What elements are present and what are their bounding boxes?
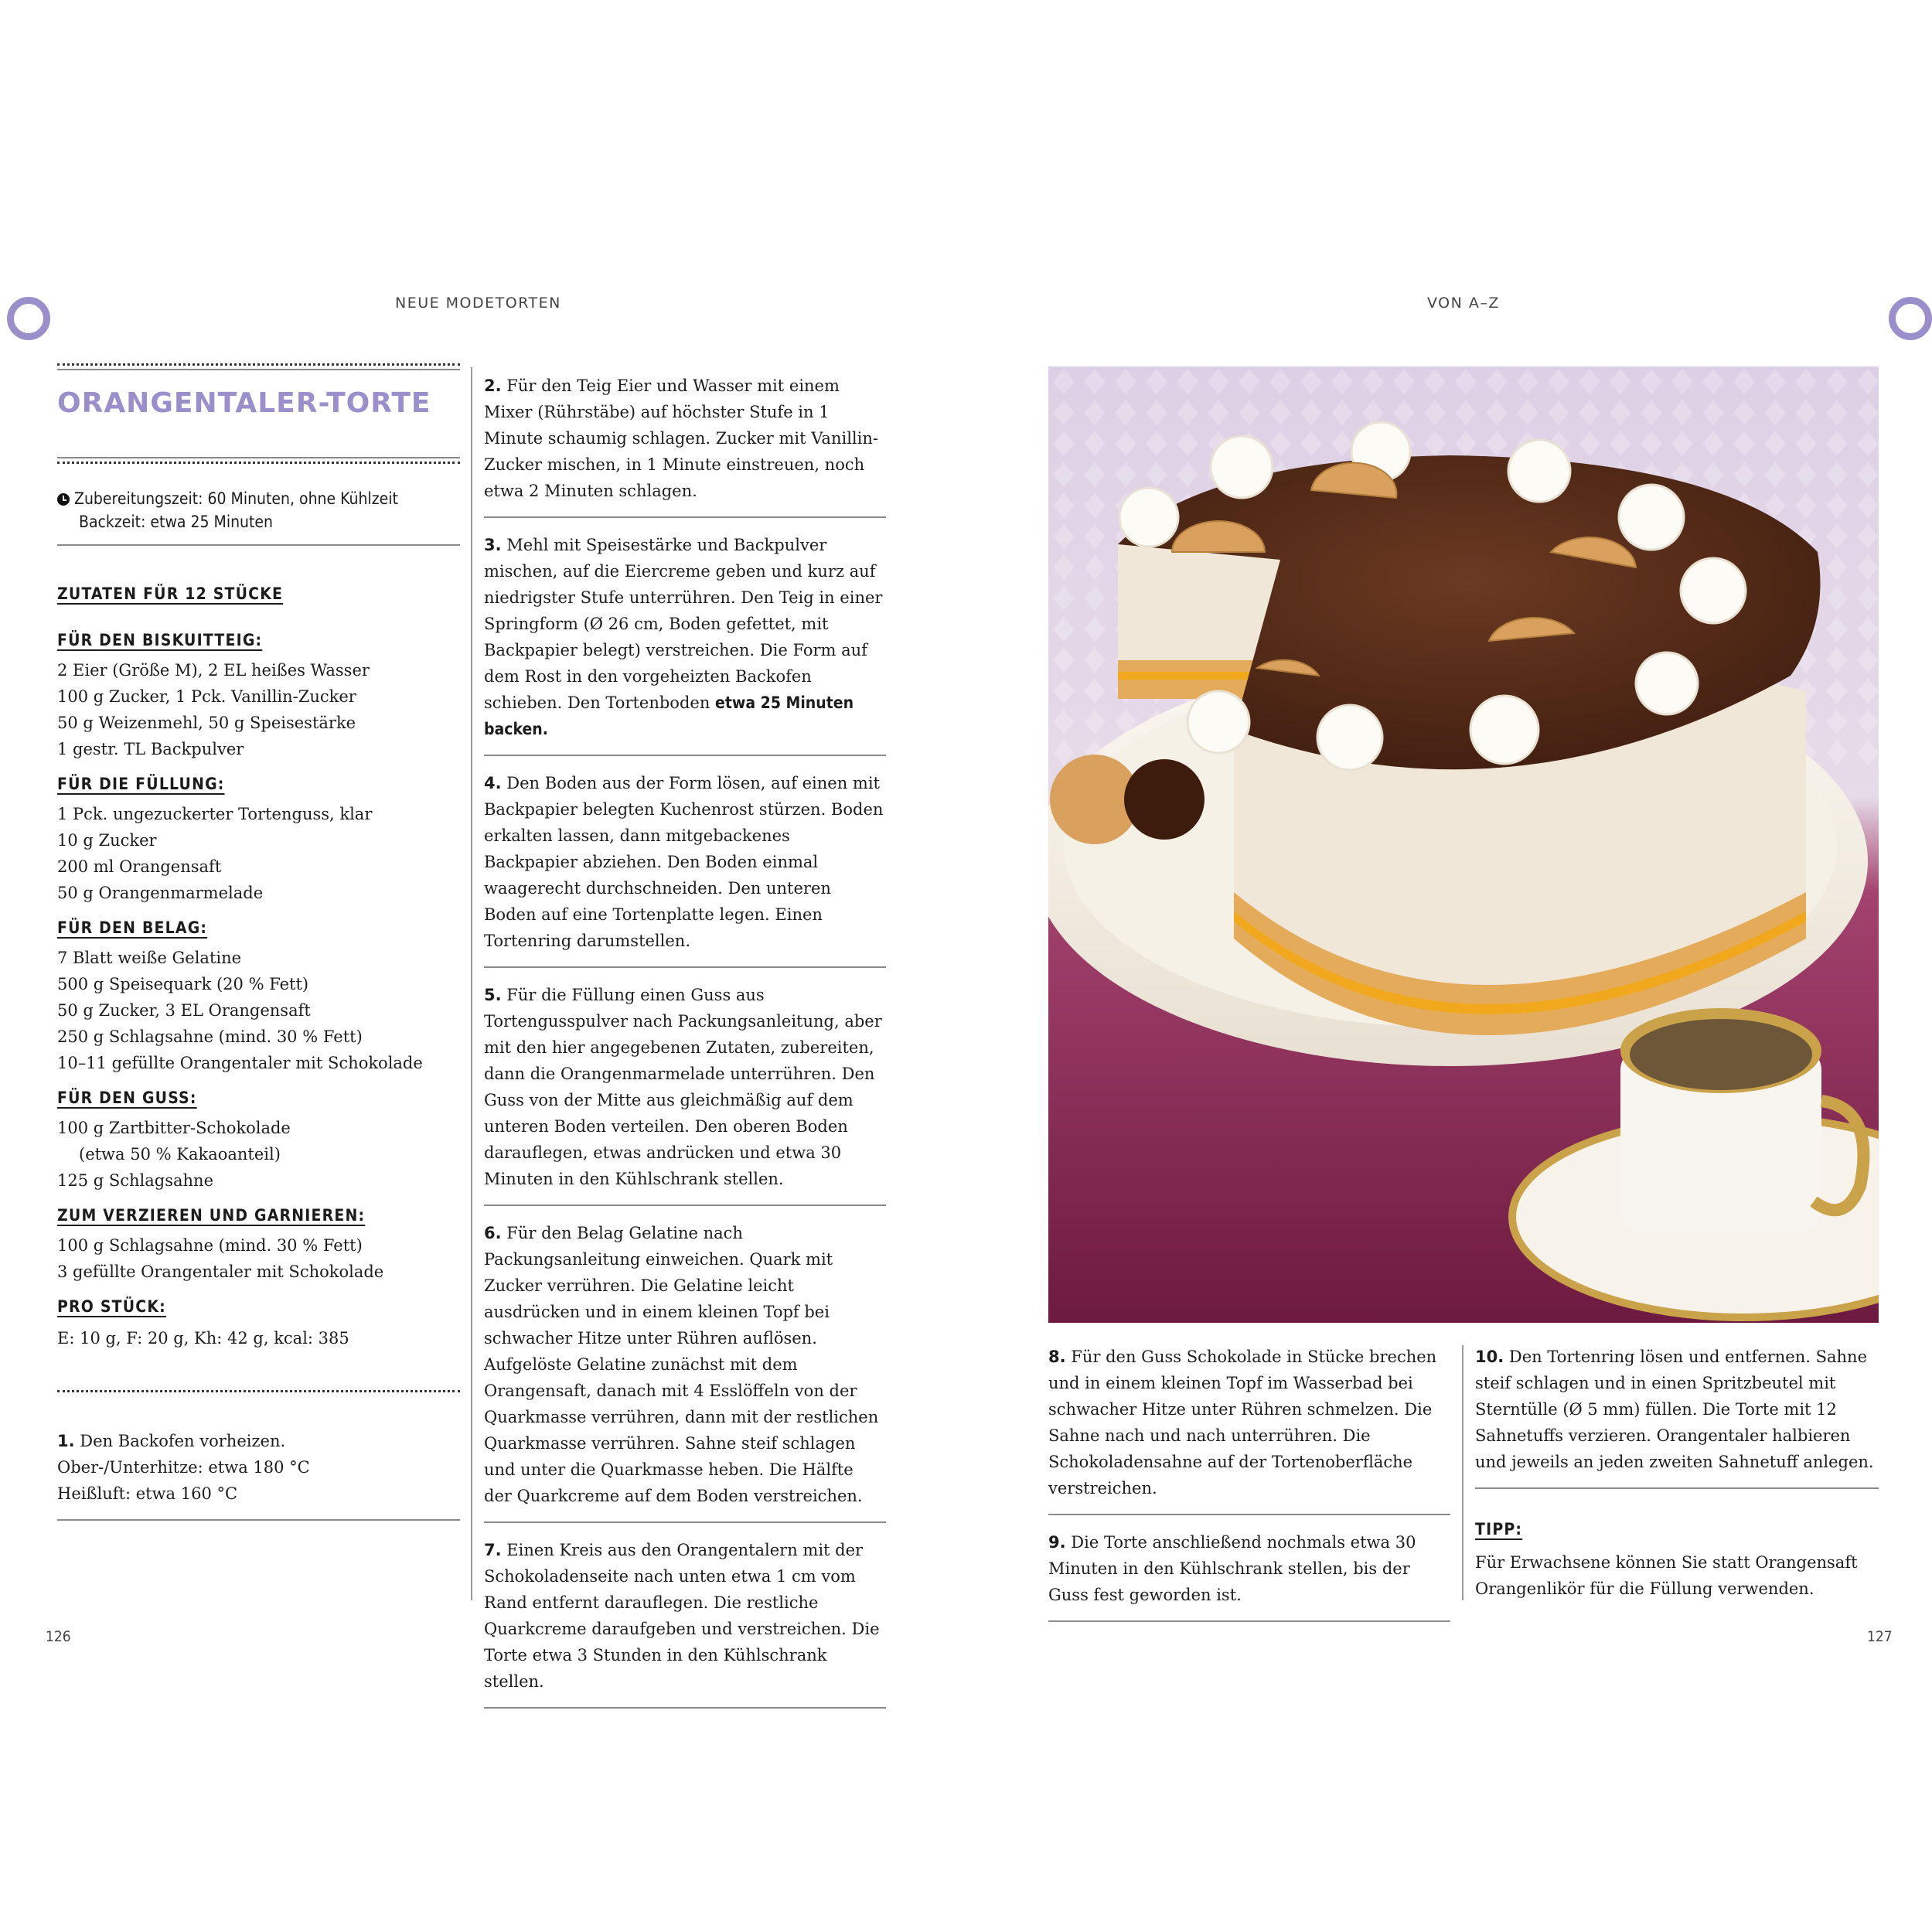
step-6: 6. Für den Belag Gelatine nach Packungsanleitung einweichen. Quark mit Zucker verrühren. Die Gelatine leicht ausdrücken und in einem kleinen Topf bei schwacher Hitze unter Rühren auflösen. Aufgelöste Gelatine zunächst mit dem Orangensaft, danach mit 4 Esslöffeln von der Quarkmasse verrühren, dann mit der restlichen Quarkmasse verrühren. Sahne steif schlagen und unter die Quarkmasse heben. Die Hälfte der Quarkcreme auf dem Boden verstreichen.	[484, 1224, 879, 1505]
steps-column-right-2	[1475, 1344, 1879, 1602]
step-number: 6	[484, 1224, 496, 1242]
ingredient-item: 50 g Zucker, 3 EL Orangensaft	[57, 1001, 311, 1020]
ingredient-item: 3 gefüllte Orangentaler mit Schokolade	[57, 1262, 384, 1281]
tip-text: Für Erwachsene können Sie statt Orangensaft Orangenlikör für die Füllung verwenden.	[1475, 1553, 1858, 1598]
step-text: Für den Teig Eier und Wasser mit einem Mixer (Rührstäbe) auf höchster Stufe in 1 Minute schaumig schlagen. Zucker mit Vanillin-Zucker mischen, in 1 Minute einstreuen, noch etwa 2 Minuten schlagen.	[484, 377, 878, 500]
rule	[484, 1707, 886, 1709]
cake-photo	[1048, 366, 1879, 1323]
step-number: 8	[1048, 1348, 1060, 1366]
ingredient-group	[57, 1089, 460, 1194]
ingredient-item: 10 g Zucker	[57, 831, 157, 850]
step-1: 1. Den Backofen vorheizen. Ober-/Unterhitze: etwa 180 °C Heißluft: etwa 160 °C	[57, 1428, 460, 1507]
rule	[484, 755, 886, 756]
left-margin-ring-icon	[7, 297, 50, 340]
yield-heading: ZUTATEN FÜR 12 STÜCKE	[57, 584, 284, 603]
column-divider	[1462, 1345, 1463, 1600]
column-divider	[471, 367, 472, 1600]
step-9: 9. Die Torte anschließend nochmals etwa 30 Minuten in den Kühlschrank stellen, bis der Guss fest geworden ist.	[1048, 1533, 1416, 1604]
ingredient-item: 7 Blatt weiße Gelatine	[57, 949, 242, 967]
ingredient-item: (etwa 50 % Kakaoanteil)	[79, 1145, 281, 1164]
ingredient-item: 50 g Orangenmarmelade	[57, 884, 264, 902]
left-page-number: 126	[46, 1628, 71, 1645]
rule	[484, 516, 886, 518]
rule	[57, 457, 460, 458]
step-text: Den Backofen vorheizen.	[80, 1432, 286, 1450]
group-heading: PRO STÜCK:	[57, 1297, 166, 1316]
group-heading: FÜR DEN BELAG:	[57, 918, 208, 937]
rule	[57, 544, 460, 546]
right-margin-ring-icon	[1889, 297, 1932, 340]
step-text: Den Tortenring lösen und entfernen. Sahne steif schlagen und in einen Spritzbeutel mit Sterntülle (Ø 5 mm) füllen. Die Torte mit 12 Sahnetuffs verzieren. Orangentaler halbieren und jeweils an jeden zweiten Sahnetuff anlegen.	[1475, 1348, 1874, 1471]
ingredient-group	[57, 1206, 460, 1285]
rule	[484, 1521, 886, 1523]
ingredients-column	[57, 363, 460, 1521]
ingredient-item: 200 ml Orangensaft	[57, 857, 222, 876]
step-3: 3. Mehl mit Speisestärke und Backpulver mischen, auf die Eiercreme geben und kurz auf niedrigster Stufe unterrühren. Den Teig in einer Springform (Ø 26 cm, Boden gefettet, mit Backpapier belegt) verstreichen. Die Form auf dem Rost in den vorgeheizten Backofen schieben. Den Tortenboden etwa 25 Minuten backen.	[484, 536, 883, 738]
dotted-rule	[57, 462, 460, 464]
clock-icon	[57, 493, 70, 506]
ingredient-item: 100 g Schlagsahne (mind. 30 % Fett)	[57, 1236, 363, 1255]
steps-column-right-1	[1048, 1344, 1450, 1636]
bake-time: Backzeit: etwa 25 Minuten	[79, 513, 274, 531]
oven-setting: Heißluft: etwa 160 °C	[57, 1484, 238, 1503]
ingredient-item: 500 g Speisequark (20 % Fett)	[57, 975, 309, 993]
step-text: Einen Kreis aus den Orangentalern mit der Schokoladenseite nach unten etwa 1 cm vom Rand entfernt darauflegen. Die restliche Quarkcreme daraufgeben und verstreichen. Die Torte etwa 3 Stunden in den Kühlschrank stellen.	[484, 1541, 880, 1691]
step-number: 4	[484, 774, 496, 792]
right-page-number: 127	[1867, 1628, 1893, 1645]
step-8: 8. Für den Guss Schokolade in Stücke brechen und in einem kleinen Topf im Wasserbad bei schwacher Hitze unter Rühren schmelzen. Die Sahne nach und nach unterrühren. Die Schokoladensahne auf der Tortenoberfläche verstreichen.	[1048, 1348, 1437, 1498]
ingredient-item: 10–11 gefüllte Orangentaler mit Schokolade	[57, 1054, 423, 1072]
step-2: 2. Für den Teig Eier und Wasser mit einem Mixer (Rührstäbe) auf höchster Stufe in 1 Minute schaumig schlagen. Zucker mit Vanillin-Zucker mischen, in 1 Minute einstreuen, noch etwa 2 Minuten schlagen.	[484, 377, 878, 500]
dotted-rule	[57, 1390, 460, 1392]
rule	[1048, 1514, 1450, 1515]
step-5: 5. Für die Füllung einen Guss aus Tortengusspulver nach Packungsanleitung, aber mit den hier angegebenen Zutaten, zubereiten, dann die Orangenmarmelade unterrühren. Den Guss von der Mitte aus gleichmäßig auf dem unteren Boden verteilen. Den oberen Boden darauflegen, etwas andrücken und etwa 30 Minuten in den Kühlschrank stellen.	[484, 986, 882, 1188]
ingredient-item: 1 Pck. ungezuckerter Tortenguss, klar	[57, 805, 373, 823]
ingredient-item: 250 g Schlagsahne (mind. 30 % Fett)	[57, 1027, 363, 1046]
step-emphasis: etwa 25 Minuten backen.	[484, 693, 854, 738]
ingredient-group	[57, 775, 460, 906]
prep-time: Zubereitungszeit: 60 Minuten, ohne Kühlzeit	[74, 489, 398, 508]
rule	[1048, 1620, 1450, 1622]
rule	[484, 1205, 886, 1206]
group-heading: ZUM VERZIEREN UND GARNIEREN:	[57, 1206, 366, 1225]
step-text: Den Boden aus der Form lösen, auf einen mit Backpapier belegten Kuchenrost stürzen. Boden erkalten lassen, dann mitgebackenes Backpapier abziehen. Den Boden einmal waagerecht durchschneiden. Den unteren Boden auf eine Tortenplatte legen. Einen Tortenring darumstellen.	[484, 774, 884, 950]
ingredient-item: 1 gestr. TL Backpulver	[57, 740, 244, 758]
step-number: 3	[484, 536, 496, 554]
step-number: 1	[57, 1432, 69, 1450]
step-number: 10	[1475, 1348, 1498, 1366]
step-text: Für die Füllung einen Guss aus Tortengusspulver nach Packungsanleitung, aber mit den hier angegebenen Zutaten, zubereiten, dann die Orangenmarmelade unterrühren. Den Guss von der Mitte aus gleichmäßig auf dem unteren Boden verteilen. Den oberen Boden darauflegen, etwas andrücken und etwa 30 Minuten in den Kühlschrank stellen.	[484, 986, 882, 1188]
nutrition-group	[57, 1297, 460, 1351]
group-heading: FÜR DIE FÜLLUNG:	[57, 775, 225, 793]
step-text: Für den Belag Gelatine nach Packungsanleitung einweichen. Quark mit Zucker verrühren. Die Gelatine leicht ausdrücken und in einem kleinen Topf bei schwacher Hitze unter Rühren auflösen. Aufgelöste Gelatine zunächst mit dem Orangensaft, danach mit 4 Esslöffeln von der Quarkmasse verrühren, dann mit der restlichen Quarkmasse verrühren. Sahne steif schlagen und unter die Quarkmasse heben. Die Hälfte der Quarkcreme auf dem Boden verstreichen.	[484, 1224, 879, 1505]
ingredient-item: 125 g Schlagsahne	[57, 1171, 214, 1190]
ingredient-item: 100 g Zartbitter-Schokolade	[57, 1119, 291, 1137]
step-7: 7. Einen Kreis aus den Orangentalern mit der Schokoladenseite nach unten etwa 1 cm vom Rand entfernt darauflegen. Die restliche Quarkcreme daraufgeben und verstreichen. Die Torte etwa 3 Stunden in den Kühlschrank stellen.	[484, 1541, 880, 1691]
ingredient-item: 50 g Weizenmehl, 50 g Speisestärke	[57, 714, 356, 732]
rule	[484, 966, 886, 968]
time-info	[57, 487, 460, 533]
step-number: 5	[484, 986, 496, 1004]
step-number: 9	[1048, 1533, 1060, 1552]
left-running-head: NEUE MODETORTEN	[395, 295, 561, 312]
ingredient-item: 100 g Zucker, 1 Pck. Vanillin-Zucker	[57, 687, 356, 706]
steps-column-left	[484, 373, 886, 1722]
ingredient-group	[57, 631, 460, 762]
rule	[57, 1519, 460, 1521]
step-number: 7	[484, 1541, 496, 1559]
step-text: Mehl mit Speisestärke und Backpulver mischen, auf die Eiercreme geben und kurz auf niedrigster Stufe unterrühren. Den Teig in einer Springform (Ø 26 cm, Boden gefettet, mit Backpapier belegt) verstreichen. Die Form auf dem Rost in den vorgeheizten Backofen schieben. Den Tortenboden	[484, 536, 883, 712]
nutrition-values: E: 10 g, F: 20 g, Kh: 42 g, kcal: 385	[57, 1329, 349, 1348]
right-running-head: VON A–Z	[1427, 295, 1500, 312]
rule	[1475, 1487, 1879, 1489]
step-text: Die Torte anschließend nochmals etwa 30 Minuten in den Kühlschrank stellen, bis der Guss fest geworden ist.	[1048, 1533, 1416, 1604]
ingredient-group	[57, 918, 460, 1076]
cake-illustration	[1048, 366, 1879, 1323]
recipe-title: ORANGENTALER-TORTE	[57, 387, 431, 419]
step-10: 10. Den Tortenring lösen und entfernen. Sahne steif schlagen und in einen Spritzbeutel mit Sterntülle (Ø 5 mm) füllen. Die Torte mit 12 Sahnetuffs verzieren. Orangentaler halbieren und jeweils an jeden zweiten Sahnetuff anlegen.	[1475, 1348, 1874, 1471]
step-number: 2	[484, 377, 496, 395]
step-text: Für den Guss Schokolade in Stücke brechen und in einem kleinen Topf im Wasserbad bei schwacher Hitze unter Rühren schmelzen. Die Sahne nach und nach unterrühren. Die Schokoladensahne auf der Tortenoberfläche verstreichen.	[1048, 1348, 1437, 1498]
tip-heading: TIPP:	[1475, 1520, 1523, 1538]
step-4: 4. Den Boden aus der Form lösen, auf einen mit Backpapier belegten Kuchenrost stürzen. Boden erkalten lassen, dann mitgebackenes Backpapier abziehen. Den Boden einmal waagerecht durchschneiden. Den unteren Boden auf eine Tortenplatte legen. Einen Tortenring darumstellen.	[484, 774, 884, 950]
ingredient-item: 2 Eier (Größe M), 2 EL heißes Wasser	[57, 661, 370, 680]
dotted-rule	[57, 363, 460, 366]
group-heading: FÜR DEN GUSS:	[57, 1089, 197, 1107]
rule	[57, 369, 460, 370]
oven-setting: Ober-/Unterhitze: etwa 180 °C	[57, 1458, 310, 1477]
group-heading: FÜR DEN BISKUITTEIG:	[57, 631, 263, 649]
